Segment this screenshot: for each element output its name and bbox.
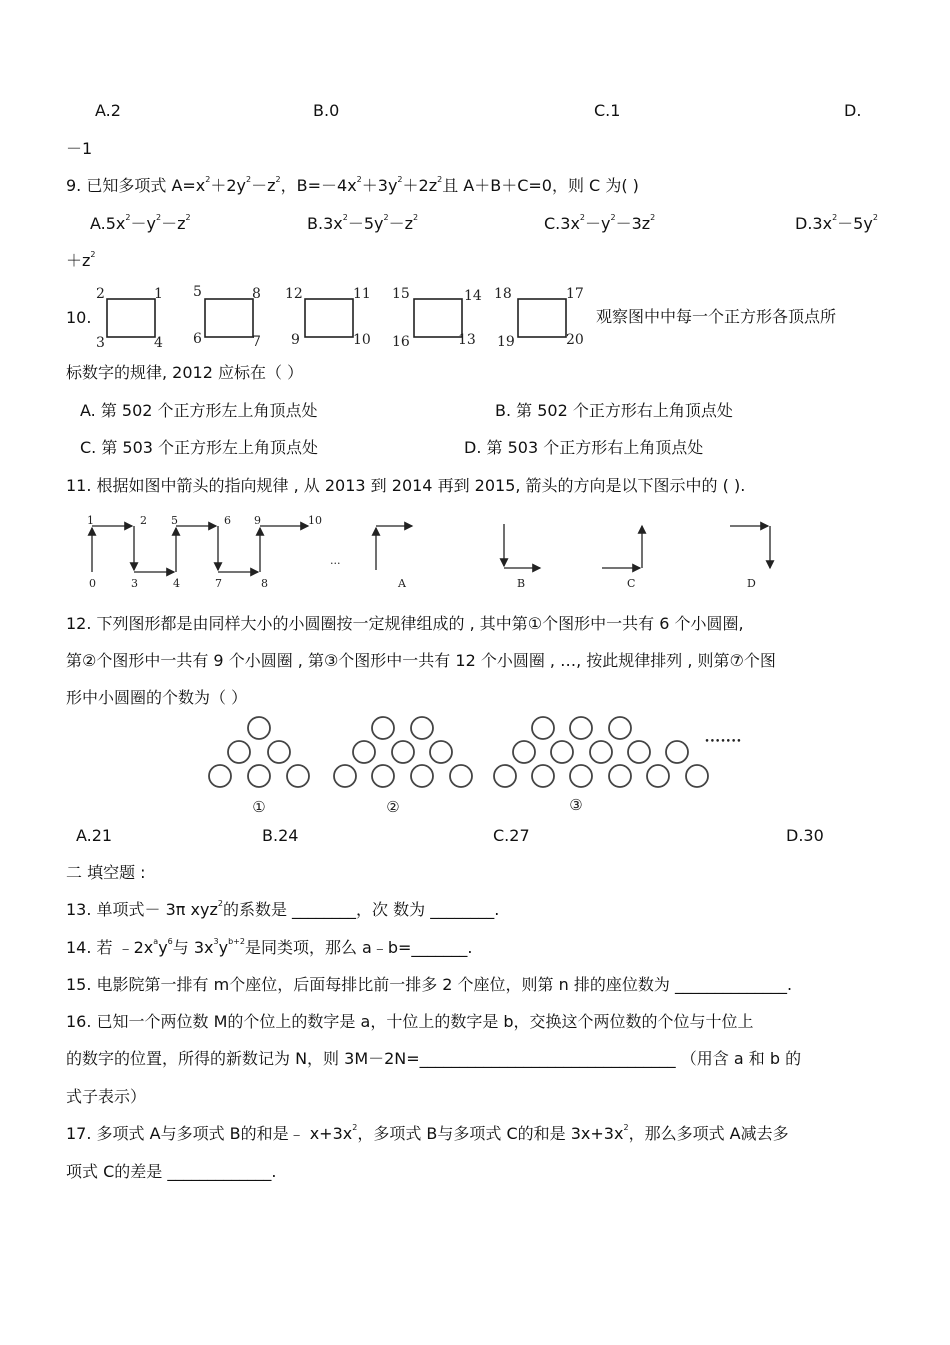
q12-option-b: B.24	[262, 826, 299, 845]
svg-text:3: 3	[131, 577, 138, 590]
square-2	[193, 284, 261, 350]
q9-stem: 9. 已知多项式 $A=x^2+2y^2-z^2$，$B=-4x^2+3y^2+2z^2$且 A＋B＋C=0，则 C 为( )	[66, 175, 639, 195]
svg-text:6: 6	[224, 514, 231, 527]
q15: 15. 电影院第一排有 m个座位，后面每排比前一排多 2 个座位，则第 n 排的座位数为 ______________.	[66, 975, 793, 994]
square-3-br: 10	[353, 332, 371, 348]
q9-option-a: $A.5x^2-y^2-z^2$	[90, 213, 191, 233]
square-3-tl: 12	[285, 286, 303, 302]
q12-circles-figure	[200, 712, 750, 820]
square-1	[96, 286, 163, 350]
square-5-br: 20	[566, 332, 584, 348]
square-5	[494, 286, 584, 350]
q9-option-c: $C.3x^2-y^2-3z^2$	[544, 213, 656, 233]
svg-text:8: 8	[261, 577, 268, 590]
q12-option-a: A.21	[76, 826, 113, 845]
arrow-path	[92, 526, 308, 572]
q10-stem-right: 观察图中中每一个正方形各顶点所	[596, 307, 837, 326]
svg-text:2: 2	[140, 514, 147, 527]
q8-option-c: C.1	[594, 101, 621, 120]
square-5-tr: 17	[566, 286, 584, 302]
q10-stem-line2: 标数字的规律, 2012 应标在（ ）	[66, 363, 304, 382]
square-2-tr: 8	[252, 286, 261, 302]
square-1-tr: 1	[154, 286, 163, 302]
q16-line2: 的数字的位置，所得的新数记为 N，则 3M－2N=________________________________ （用含 a 和 b 的	[66, 1049, 802, 1068]
q11-option-b-arrow	[504, 524, 540, 568]
figure-3-label: ③	[569, 796, 583, 814]
q10-number: 10.	[66, 308, 92, 327]
q14: 14. 若 $﹣2x^ay^6$与 $3x^3y^{b+2}$是同类项，那么 a﹣b=_______.	[66, 937, 473, 957]
q10-option-a: A. 第 502 个正方形左上角顶点处	[80, 401, 318, 420]
q8-option-d: D.	[844, 101, 862, 120]
figure-3-circles	[494, 717, 708, 787]
svg-text:5: 5	[171, 514, 178, 527]
q9-option-b: $B.3x^2-5y^2-z^2$	[307, 213, 419, 233]
q12-option-d: D.30	[786, 826, 824, 845]
q11-stem: 11. 根据如图中箭头的指向规律 , 从 2013 到 2014 再到 2015, 箭头的方向是以下图示中的 ( ).	[66, 476, 746, 495]
q8-option-a: A.2	[95, 101, 121, 120]
square-3-tr: 11	[353, 286, 371, 302]
square-2-tl: 5	[193, 284, 202, 300]
svg-text:9: 9	[254, 514, 261, 527]
q12-line2: 第②个图形中一共有 9 个小圆圈 , 第③个图形中一共有 12 个小圆圈 , …, 按此规律排列 , 则第⑦个图	[66, 651, 776, 670]
figure-1-circles	[209, 717, 309, 787]
section-2-title: 二 填空题 :	[66, 863, 146, 882]
figure-1-label: ①	[252, 798, 266, 816]
q16-line3: 式子表示）	[66, 1087, 147, 1106]
figure-2-label: ②	[386, 798, 400, 816]
svg-text:1: 1	[87, 514, 94, 527]
q11-option-c-label: C	[627, 577, 636, 590]
q12-line1: 12. 下列图形都是由同样大小的小圆圈按一定规律组成的 , 其中第①个图形中一共有 6 个小圆圈,	[66, 614, 744, 633]
q11-option-d-arrow	[730, 526, 770, 568]
q10-option-d: D. 第 503 个正方形右上角顶点处	[464, 438, 704, 457]
q11-option-c-arrow	[602, 526, 642, 568]
q9-option-d-cont: $+z^2$	[66, 250, 96, 270]
square-4-tl: 15	[392, 286, 410, 302]
square-2-bl: 6	[193, 331, 202, 347]
square-4-bl: 16	[392, 334, 410, 350]
q11-option-a-label: A	[398, 577, 406, 590]
q12-dots: •••••••	[704, 737, 742, 747]
q10-squares-figure	[92, 284, 592, 350]
square-5-tl: 18	[494, 286, 512, 302]
q11-ellipsis: ...	[330, 554, 341, 567]
q10-option-b: B. 第 502 个正方形右上角顶点处	[495, 401, 733, 420]
svg-text:7: 7	[215, 577, 222, 590]
q13: 13. 单项式－ 3π xyz$^2$的系数是 ________，次 数为 ________.	[66, 899, 500, 919]
q10-option-c: C. 第 503 个正方形左上角顶点处	[80, 438, 319, 457]
square-3	[285, 286, 371, 348]
square-4	[392, 286, 482, 350]
q12-line3: 形中小圆圈的个数为（ ）	[66, 688, 248, 707]
q8-option-d-value: －1	[66, 139, 93, 158]
square-3-bl: 9	[291, 332, 300, 348]
q17-line1: 17. 多项式 A与多项式 B的和是﹣ $x+3x^2$，多项式 B与多项式 C的和是 $3x+3x^2$，那么多项式 A减去多	[66, 1123, 789, 1143]
square-4-br: 13	[458, 332, 476, 348]
square-5-bl: 19	[497, 334, 515, 350]
q8-option-b: B.0	[313, 101, 340, 120]
q17-line2: 项式 C的差是 _____________.	[66, 1162, 277, 1181]
square-1-tl: 2	[96, 286, 105, 302]
square-2-br: 7	[252, 334, 261, 350]
svg-text:4: 4	[173, 577, 180, 590]
q11-option-a-arrow	[376, 526, 412, 570]
square-1-bl: 3	[96, 335, 105, 350]
square-1-br: 4	[154, 335, 163, 350]
q11-option-b-label: B	[517, 577, 526, 590]
q11-arrow-figure	[82, 514, 802, 596]
q16-line1: 16. 已知一个两位数 M的个位上的数字是 a，十位上的数字是 b，交换这个两位数的个位与十位上	[66, 1012, 754, 1031]
svg-text:10: 10	[308, 514, 322, 527]
q9-option-d: $D.3x^2-5y^2$	[795, 213, 878, 233]
square-4-tr: 14	[464, 288, 482, 304]
q11-option-d-label: D	[747, 577, 756, 590]
figure-2-circles	[334, 717, 472, 787]
svg-text:0: 0	[89, 577, 96, 590]
q12-option-c: C.27	[493, 826, 530, 845]
